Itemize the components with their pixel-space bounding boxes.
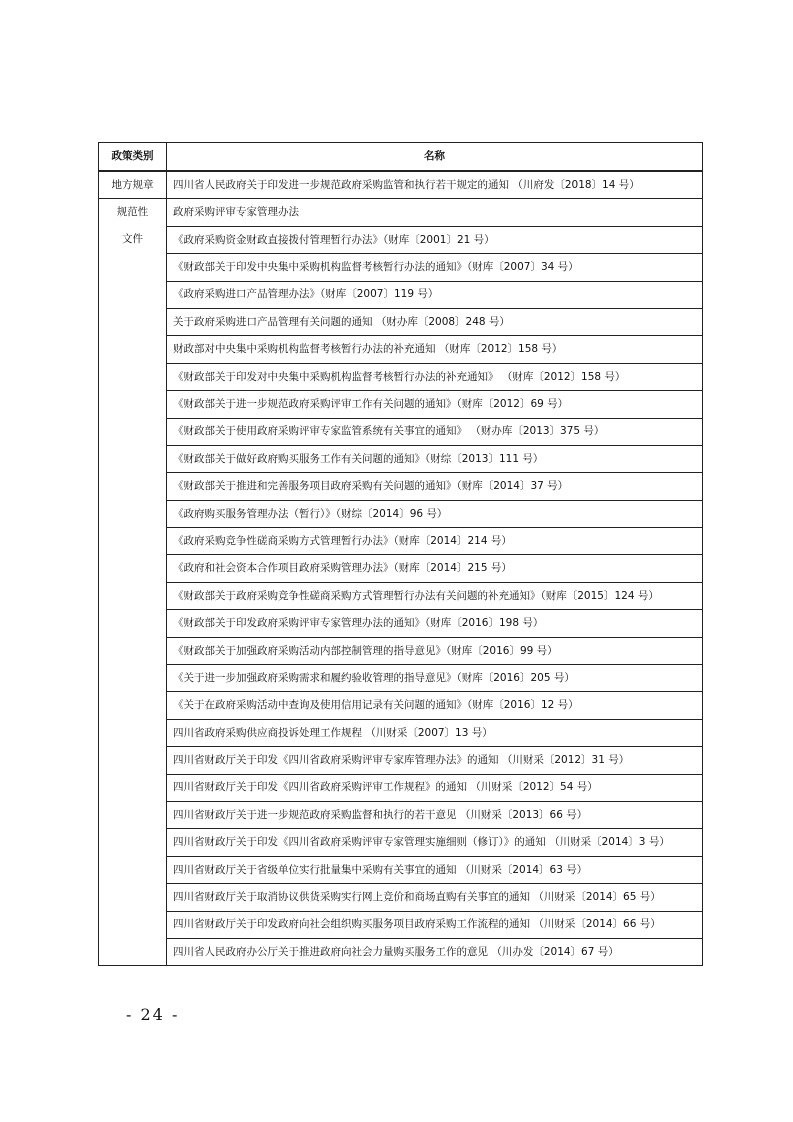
table-header-row [99, 143, 703, 172]
policy-name-cell: 财政部对中央集中采购机构监督考核暂行办法的补充通知 （财库〔2012〕158 号） [167, 336, 703, 363]
policy-name-cell: 四川省人民政府办公厅关于推进政府向社会力量购买服务工作的意见 （川办发〔2014〕67 号） [167, 938, 703, 965]
policy-name-cell: 《关于进一步加强政府采购需求和履约验收管理的指导意见》（财库〔2016〕205 号） [167, 665, 703, 692]
table-row [99, 555, 703, 582]
table-row [99, 692, 703, 719]
table-row [99, 226, 703, 253]
table-row [99, 665, 703, 692]
policy-name-cell: 《财政部关于使用政府采购评审专家监管系统有关事宜的通知》 （财办库〔2013〕375 号） [167, 418, 703, 445]
table-row [99, 747, 703, 774]
policy-name-cell: 关于政府采购进口产品管理有关问题的通知 （财办库〔2008〕248 号） [167, 308, 703, 335]
table-row [99, 582, 703, 609]
policy-name-cell: 《政府采购竞争性磋商采购方式管理暂行办法》（财库〔2014〕214 号） [167, 528, 703, 555]
policy-name-cell: 四川省财政厅关于省级单位实行批量集中采购有关事宜的通知 （川财采〔2014〕63 号） [167, 856, 703, 883]
policy-name-cell: 四川省财政厅关于印发《四川省政府采购评审专家库管理办法》的通知 （川财采〔2012〕31 号） [167, 747, 703, 774]
policy-name-cell: 《财政部关于进一步规范政府采购评审工作有关问题的通知》（财库〔2012〕69 号） [167, 391, 703, 418]
category-label: 地方规章 [111, 179, 154, 191]
table-row [99, 308, 703, 335]
table-row [99, 418, 703, 445]
policy-name-cell: 四川省政府采购供应商投诉处理工作规程 （川财采〔2007〕13 号） [167, 719, 703, 746]
policy-name-cell: 《财政部关于印发对中央集中采购机构监督考核暂行办法的补充通知》 （财库〔2012〕158 号） [167, 363, 703, 390]
table-row [99, 473, 703, 500]
policy-name-cell: 四川省人民政府关于印发进一步规范政府采购监管和执行若干规定的通知 （川府发〔2018〕14 号） [167, 171, 703, 199]
policy-name-cell: 政府采购评审专家管理办法 [167, 199, 703, 226]
table-row [99, 911, 703, 938]
policy-name-cell: 《财政部关于印发政府采购评审专家管理办法的通知》（财库〔2016〕198 号） [167, 610, 703, 637]
table-row [99, 884, 703, 911]
table-row [99, 199, 703, 226]
table-row [99, 856, 703, 883]
table-row [99, 719, 703, 746]
table-row [99, 171, 703, 199]
table-row [99, 774, 703, 801]
table-row [99, 391, 703, 418]
policy-name-cell: 《政府采购进口产品管理办法》（财库〔2007〕119 号） [167, 281, 703, 308]
policy-name-cell: 《财政部关于政府采购竞争性磋商采购方式管理暂行办法有关问题的补充通知》（财库〔2015〕124 号） [167, 582, 703, 609]
policy-name-cell: 《财政部关于加强政府采购活动内部控制管理的指导意见》（财库〔2016〕99 号） [167, 637, 703, 664]
policy-name-cell: 四川省财政厅关于印发《四川省政府采购评审工作规程》的通知 （川财采〔2012〕54 号） [167, 774, 703, 801]
table-row [99, 829, 703, 856]
policy-name-cell: 《政府购买服务管理办法（暂行）》（财综〔2014〕96 号） [167, 500, 703, 527]
policy-name-cell: 《政府和社会资本合作项目政府采购管理办法》（财库〔2014〕215 号） [167, 555, 703, 582]
table-row [99, 254, 703, 281]
table-row [99, 445, 703, 472]
policy-name-cell: 《财政部关于做好政府购买服务工作有关问题的通知》（财综〔2013〕111 号） [167, 445, 703, 472]
policy-name-cell: 四川省财政厅关于进一步规范政府采购监督和执行的若干意见 （川财采〔2013〕66 号） [167, 801, 703, 828]
table-row [99, 363, 703, 390]
category-label: 规范性 [116, 206, 149, 219]
policy-name-cell: 四川省财政厅关于取消协议供货采购实行网上竞价和商场直购有关事宜的通知 （川财采〔2014〕65 号） [167, 884, 703, 911]
table-row [99, 336, 703, 363]
category-normative-docs [99, 199, 167, 966]
table-row [99, 500, 703, 527]
category-label: 文件 [122, 232, 143, 245]
category-local-regulation [99, 171, 167, 199]
policy-name-cell: 《政府采购资金财政直接拨付管理暂行办法》（财库〔2001〕21 号） [167, 226, 703, 253]
policy-name-cell: 《关于在政府采购活动中查询及使用信用记录有关问题的通知》（财库〔2016〕12 号） [167, 692, 703, 719]
policy-name-cell: 四川省财政厅关于印发《四川省政府采购评审专家管理实施细则（修订）》的通知 （川财采〔2014〕3 号） [167, 829, 703, 856]
table-row [99, 938, 703, 965]
policy-name-cell: 四川省财政厅关于印发政府向社会组织购买服务项目政府采购工作流程的通知 （川财采〔2014〕66 号） [167, 911, 703, 938]
page-number: - 24 - [126, 1005, 180, 1024]
policy-name-cell: 《财政部关于印发中央集中采购机构监督考核暂行办法的通知》（财库〔2007〕34 号） [167, 254, 703, 281]
header-category: 政策类别 [99, 143, 167, 172]
policy-table [98, 142, 703, 966]
table-row [99, 637, 703, 664]
table-row [99, 528, 703, 555]
table-row [99, 610, 703, 637]
table-row [99, 281, 703, 308]
table-row [99, 801, 703, 828]
header-name: 名称 [167, 143, 703, 172]
policy-name-cell: 《财政部关于推进和完善服务项目政府采购有关问题的通知》（财库〔2014〕37 号） [167, 473, 703, 500]
